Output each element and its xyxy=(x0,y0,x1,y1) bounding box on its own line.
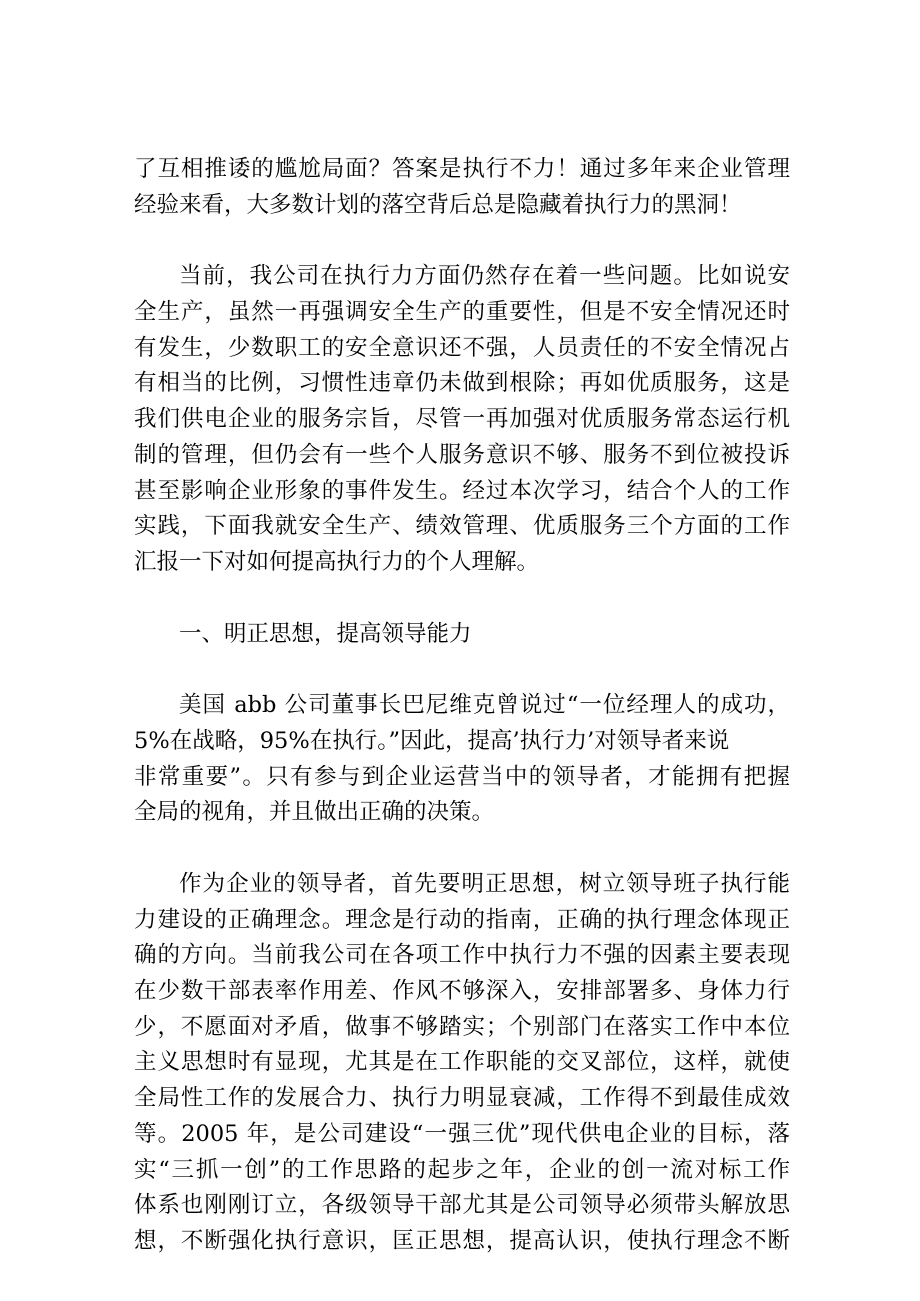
section-heading-text: 一、明正思想，提高领导能力 xyxy=(179,620,472,647)
text-line: 美国 abb 公司董事长巴尼维克曾说过“一位经理人的成功， xyxy=(179,692,790,719)
text-line: 非常重要”。只有参与到企业运营当中的领导者，才能拥有把握 xyxy=(134,763,790,790)
text-line: 全局性工作的发展合力、执行力明显衰减，工作得不到最佳成效 xyxy=(134,1085,790,1112)
text-line: 体系也刚刚订立，各级领导干部尤其是公司领导必须带头解放思 xyxy=(134,1192,790,1219)
text-line: 确的方向。当前我公司在各项工作中执行力不强的因素主要表现 xyxy=(134,942,790,969)
paragraph-quote xyxy=(134,688,790,831)
text-line: 制的管理，但仍会有一些个人服务意识不够、服务不到位被投诉 xyxy=(134,441,790,468)
text-line: 当前，我公司在执行力方面仍然存在着一些问题。比如说安 xyxy=(179,263,790,290)
text-line: 了互相推诿的尴尬局面？答案是执行不力！通过多年来企业管理 xyxy=(134,156,790,182)
section-heading xyxy=(134,617,790,653)
text-line: 有相当的比例，习惯性违章仍未做到根除；再如优质服务，这是 xyxy=(134,370,790,397)
paragraph-leadership xyxy=(134,867,790,1260)
text-line: 在少数干部表率作用差、作风不够深入，安排部署多、身体力行 xyxy=(134,978,790,1005)
text-line: 实践，下面我就安全生产、绩效管理、优质服务三个方面的工作 xyxy=(134,513,790,540)
text-line: 想，不断强化执行意识，匡正思想，提高认识，使执行理念不断 xyxy=(134,1227,790,1254)
text-line: 有发生，少数职工的安全意识还不强，人员责任的不安全情况占 xyxy=(134,334,790,361)
text-line: 力建设的正确理念。理念是行动的指南，正确的执行理念体现正 xyxy=(134,906,790,933)
text-line: 汇报一下对如何提高执行力的个人理解。 xyxy=(134,548,540,575)
paragraph-intro-continuation xyxy=(134,152,790,223)
text-line: 全生产，虽然一再强调安全生产的重要性，但是不安全情况还时 xyxy=(134,299,790,326)
paragraph-current-problems xyxy=(134,259,790,580)
text-line: 主义思想时有显现，尤其是在工作职能的交叉部位，这样，就使 xyxy=(134,1049,790,1076)
text-line: 全局的视角，并且做出正确的决策。 xyxy=(134,799,495,826)
text-line: 甚至影响企业形象的事件发生。经过本次学习，结合个人的工作 xyxy=(134,477,790,504)
text-line: 作为企业的领导者，首先要明正思想，树立领导班子执行能 xyxy=(179,871,790,897)
text-line: 5%在战略，95%在执行。”因此，提高’执行力’对领导者来说 xyxy=(134,727,730,754)
document-body xyxy=(134,152,790,1296)
text-line: 等。2005 年，是公司建设“一强三优”现代供电企业的目标，落 xyxy=(134,1120,790,1147)
text-line: 少，不愿面对矛盾，做事不够踏实；个别部门在落实工作中本位 xyxy=(134,1013,790,1040)
text-line: 我们供电企业的服务宗旨，尽管一再加强对优质服务常态运行机 xyxy=(134,406,790,433)
text-line: 实“三抓一创”的工作思路的起步之年，企业的创一流对标工作 xyxy=(134,1156,790,1183)
text-line: 经验来看，大多数计划的落空背后总是隐藏着执行力的黑洞！ xyxy=(134,191,742,218)
